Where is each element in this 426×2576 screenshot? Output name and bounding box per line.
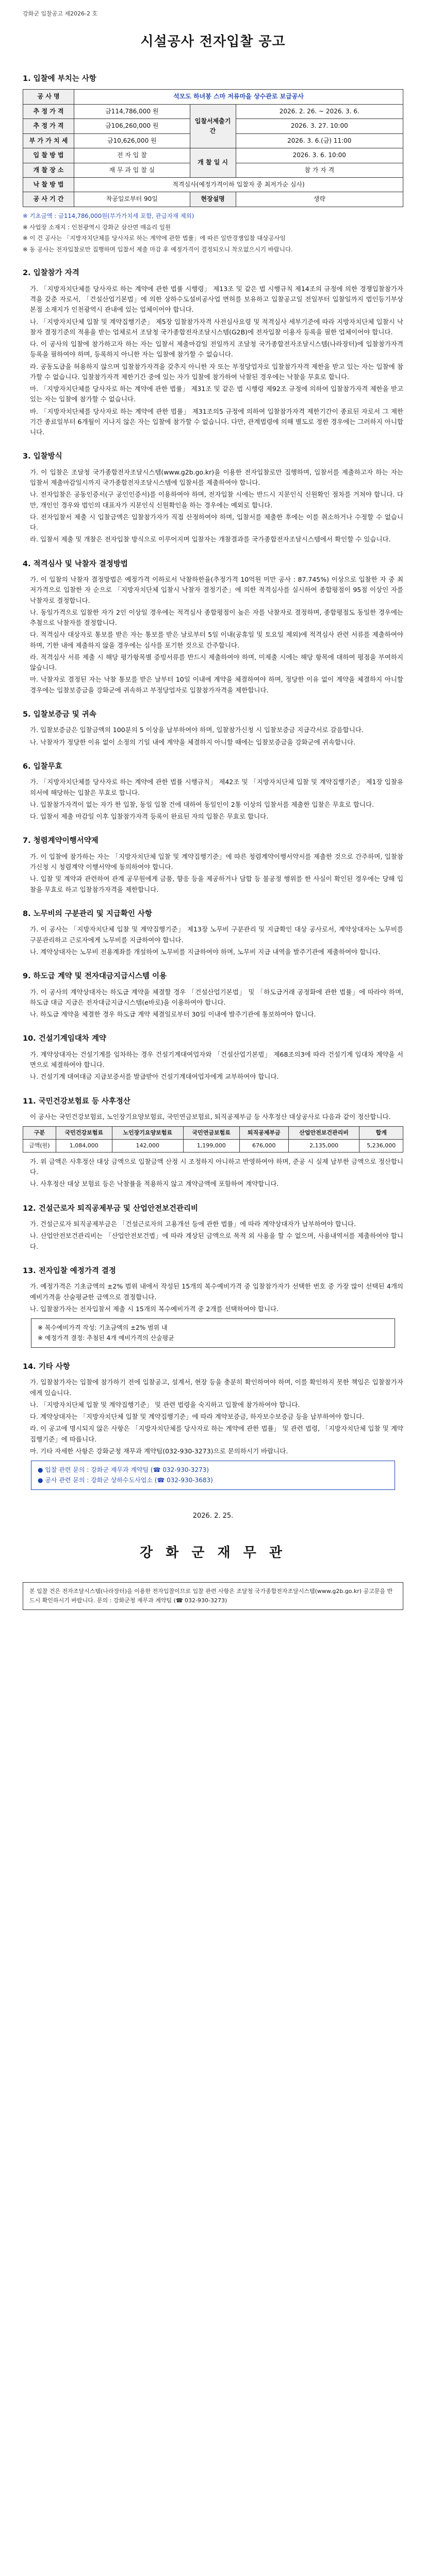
table-header: 산업안전보건관리비 [288,1127,359,1140]
paragraph: 나. 입찰참가자격이 없는 자가 한 입찰, 동일 입찰 건에 대하여 동일인이 2통 이상의 입찰서를 제출한 입찰은 무효로 합니다. [30,800,374,808]
section-9-heading: 9. 하도급 계약 및 전자대금지급시스템 이용 [23,972,167,981]
table-header: 합계 [359,1127,403,1140]
paragraph: 다. 전자입찰서 제출 시 입찰금액은 입찰참가자가 직접 산정하여야 하며, 입찰서를 제출한 후에는 이를 취소하거나 수정할 수 없습니다. [30,513,403,532]
paragraph: 가. 이 입찰은 조달청 국가종합전자조달시스템(www.g2b.go.kr)을 이용한 전자입찰로만 집행하며, 입찰서를 제출하고자 하는 자는 입찰서 제출마감일시까지 국가종합전자조달시스템에 입찰서를 제출하여야 합니다. [30,468,403,487]
section-12-heading: 12. 건설근로자 퇴직공제부금 및 산업안전보건관리비 [23,1204,199,1213]
paragraph: 가. 이 입찰의 낙찰자 결정방법은 예정가격 이하로서 낙찰하한율(추정가격 10억원 미만 공사 : 87.745%) 이상으로 입찰한 자 중 최저가격으로 입찰한 자 순으로 「지방자치단체 입찰시 낙찰자 결정기준」에 의한 적격심사를 실시하여 종합평점이 95점 이상인 자를 낙찰자로 결정합니다. [30,575,403,604]
paragraph: 마. 기타 자세한 사항은 강화군청 재무과 계약팀(032-930-3273)으로 문의하시기 바랍니다. [30,1447,288,1455]
section-2-heading: 2. 입찰참가 자격 [23,269,79,278]
summary-value: 2026. 2. 26. ~ 2026. 3. 6. [236,104,403,118]
paragraph: 가. 「지방자치단체를 당사자로 하는 계약에 관한 법률 시행규칙」 제42조 및 「지방자치단체 입찰 및 계약집행기준」 제1장 입찰유의서에 해당하는 입찰은 무효로 합니다. [30,778,403,796]
paragraph: 가. 입찰보증금은 입찰금액의 100분의 5 이상을 납부하여야 하며, 입찰참가신청 시 입찰보증금 지급각서로 갈음합니다. [30,726,364,734]
paragraph: 라. 적격심사 서류 제출 시 해당 평가항목별 증빙서류를 반드시 제출하여야 하며, 미제출 시에는 해당 항목에 대하여 평점을 부여하지 않습니다. [30,653,403,672]
paragraph: 가. 계약상대자는 건설기계를 임차하는 경우 건설기계대여업자와 「건설산업기본법」 제68조의3에 따라 건설기계 임대차 계약을 서면으로 체결하여야 합니다. [30,1050,403,1069]
paragraph: 라. 이 공고에 명시되지 않은 사항은 「지방자치단체를 당사자로 하는 계약에 관한 법률」 및 관련 법령, 「지방자치단체 입찰 및 계약집행기준」에 따릅니다. [30,1425,403,1443]
summary-key: 입찰서제출기간 [190,104,236,148]
paragraph: 가. 이 입찰에 참가하는 자는 「지방자치단체 입찰 및 계약집행기준」에 따른 청렴계약이행서약서를 제출한 것으로 간주하며, 입찰참가신청 시 청렴계약 이행서약에 동의하여야 합니다. [30,852,403,871]
table-row [23,1140,403,1153]
paragraph: 나. 전자입찰은 공동인증서(구 공인인증서)를 이용하여야 하며, 전자입찰 시에는 반드시 지문인식 신원확인 절차를 거쳐야 합니다. 다만, 개인인 경우와 법인의 대표자가 지문인식 신원확인을 하는 경우에는 예외로 합니다. [30,490,403,509]
summary-value: 2026. 3. 6.(금) 11:00 [236,133,403,148]
table-cell: 5,236,000 [359,1140,403,1153]
paragraph: 다. 이 공사의 입찰에 참가하고자 하는 자는 입찰서 제출마감일 전일까지 조달청 국가종합전자조달시스템(나라장터)에 입찰참가자격 등록을 필하여야 하며, 등록하지 아니한 자는 입찰에 참가할 수 없습니다. [30,340,403,359]
note: ※ 이 건 공사는 「지방자치단체를 당사자로 하는 계약에 관한 법률」에 따른 일반경쟁입찰 대상공사임 [23,234,286,242]
paragraph: 다. 적격심사 대상자로 통보를 받은 자는 통보를 받은 날로부터 5일 이내(공휴일 및 토요일 제외)에 적격심사 관련 서류를 제출하여야 하며, 기한 내에 제출하지 않을 경우에는 심사를 포기한 것으로 간주합니다. [30,631,403,649]
paragraph: 나. 산업안전보건관리비는 「산업안전보건법」에 따라 계상된 금액으로 목적 외 사용을 할 수 없으며, 사용내역서를 제출하여야 합니다. [30,1232,403,1250]
table-cell: 676,000 [239,1140,288,1153]
table-cell: 1,199,000 [183,1140,239,1153]
paragraph: 가. 입찰참가자는 입찰에 참가하기 전에 입찰공고, 설계서, 현장 등을 충분히 확인하여야 하며, 이를 확인하지 못한 책임은 입찰참가자에게 있습니다. [30,1378,403,1397]
paragraph: 나. 「지방자치단체 입찰 및 계약집행기준」 제5장 입찰참가자격 사전심사요령 및 적격심사 세부기준에 따라 지방자치단체 입찰시 낙찰자 결정기준의 적용을 받는 업체로서 조달청 국가종합전자조달시스템(G2B)에 전자입찰 이용자 등록을 필한 업체이어야 합니다. [30,317,403,336]
paragraph: 다. 계약상대자는 「지방자치단체 입찰 및 계약집행기준」에 따라 계약보증금, 하자보수보증금 등을 납부하여야 합니다. [30,1413,365,1421]
summary-key: 공 사 기 간 [23,192,74,207]
contact-box [31,1461,395,1490]
summary-value: 적격심사(예정가격이하 입찰자 중 최저가순 심사) [74,178,403,192]
summary-key: 입 찰 방 법 [23,148,74,163]
price-note-box [31,1318,395,1348]
summary-key: 낙 찰 방 법 [23,178,74,192]
summary-value: 착공일로부터 90일 [74,192,190,207]
note: ※ 동 공사는 전자입찰로만 집행하며 입찰서 제출 마감 후 예정가격이 결정되오니 착오없으시기 바랍니다. [23,245,293,253]
paragraph: 가. 「지방자치단체를 당사자로 하는 계약에 관한 법률 시행령」 제13조 및 같은 법 시행규칙 제14조의 규정에 의한 경쟁입찰참가자격을 갖춘 자로서, 「건설산업기본법」에 의한 상하수도설비공사업 면허를 보유하고 입찰공고일 전일부터 입찰일까지 법인등기부상 본점 소재지가 인천광역시 관내에 있는 업체이어야 합니다. [30,284,403,314]
paragraph: 마. 낙찰자로 결정된 자는 낙찰 통보를 받은 날부터 10일 이내에 계약을 체결하여야 하며, 정당한 이유 없이 계약을 체결하지 아니할 경우에는 입찰보증금을 강화군에 귀속하고 부정당업자로 입찰참가자격을 제한합니다. [30,675,403,694]
paragraph: 다. 입찰서 제출 마감일 이후 입찰참가자격 등록이 완료된 자의 입찰은 무효로 합니다. [30,812,269,821]
section-11-heading: 11. 국민건강보험료 등 사후정산 [23,1097,130,1106]
paragraph: 나. 입찰 및 계약과 관련하여 관계 공무원에게 금품, 향응 등을 제공하거나 담합 등 불공정 행위를 한 사실이 확인된 경우에는 당해 입찰을 무효로 하고 입찰참가자격을 제한합니다. [30,875,403,893]
paragraph: 마. 「지방자치단체를 당사자로 하는 계약에 관한 법률」 제31조 및 같은 법 시행령 제92조 규정에 의하여 입찰참가자격 제한을 받고 있는 자는 입찰에 참가할 수 없습니다. [30,385,403,403]
paragraph: 나. 낙찰자가 정당한 이유 없이 소정의 기일 내에 계약을 체결하지 아니할 때에는 입찰보증금을 강화군에 귀속합니다. [30,738,356,746]
paragraph: 나. 계약상대자는 노무비 전용계좌를 개설하여 노무비를 지급하여야 하며, 노무비 지급 내역을 발주기관에 제출하여야 합니다. [30,947,381,956]
table-header: 퇴직공제부금 [239,1127,288,1140]
summary-key: 현장설명 [190,192,236,207]
signature-block [23,1511,403,1564]
paragraph: 나. 사후정산 대상 보험료 등은 낙찰률을 적용하지 않고 계약금액에 포함하여 계약합니다. [30,1180,279,1188]
paragraph: 나. 하도급 계약을 체결한 경우 하도급 계약 체결일로부터 30일 이내에 발주기관에 통보하여야 합니다. [30,1010,316,1019]
summary-value: 금114,786,000 원 [74,104,190,118]
summary-value: 재 무 과 입 찰 실 [74,163,190,177]
paragraph: 가. 예정가격은 기초금액의 ±2% 범위 내에서 작성된 15개의 복수예비가격 중 입찰참가자가 선택한 번호 중 가장 많이 선택된 4개의 예비가격을 산술평균한 금액으로 결정합니다. [30,1282,403,1301]
summary-key: 추 정 가 격 [23,104,74,118]
note: ※ 기초금액 : 금114,786,000원(부가가치세 포함, 관급자재 제외) [23,212,194,219]
doc-number: 강화군 입찰공고 제2026-2 호 [23,10,98,17]
table-header: 구분 [23,1127,56,1140]
contact-line: ● 입찰 관련 문의 : 강화군 재무과 계약팀 (☎ 032-930-3273) [38,1466,209,1474]
contact-line: ● 공사 관련 문의 : 강화군 상하수도사업소 (☎ 032-930-3683) [38,1476,213,1484]
section-7-heading: 7. 청렴계약이행서약제 [23,837,99,845]
paragraph: 가. 이 공사는 「지방자치단체 입찰 및 계약집행기준」 제13장 노무비 구분관리 및 지급확인 대상 공사로서, 계약상대자는 노무비를 구분관리하고 근로자에게 노무비를 지급하여야 합니다. [30,925,403,944]
table-cell: 2,135,000 [288,1140,359,1153]
summary-value: 2026. 3. 6. 10:00 [236,148,403,163]
paragraph: 라. 공동도급을 허용하지 않으며 입찰참가자격을 갖추지 아니한 자 또는 부정당업자로 입찰참가자격 제한을 받고 있는 자는 입찰에 참가할 수 없습니다. 입찰참가자격 제한기간 중에 있는 자가 입찰에 참가하여 낙찰된 경우에는 낙찰을 무효로 합니다. [30,362,403,381]
table-header: 국민건강보험료 [56,1127,112,1140]
paragraph: 가. 위 금액은 사후정산 대상 금액으로 입찰금액 산정 시 조정하지 아니하고 반영하여야 하며, 준공 시 실제 납부한 금액으로 정산합니다. [30,1157,403,1176]
paragraph: 나. 입찰참가자는 전자입찰서 제출 시 15개의 복수예비가격 중 2개를 선택하여야 합니다. [30,1304,279,1313]
section-1-heading: 1. 입찰에 부치는 사항 [23,74,96,83]
section-4-heading: 4. 적격심사 및 낙찰자 결정방법 [23,560,128,568]
paragraph: 이 공사는 국민건강보험료, 노인장기요양보험료, 국민연금보험료, 퇴직공제부금 등 사후정산 대상공사로 다음과 같이 정산합니다. [30,1113,391,1121]
paragraph: 바. 「지방자치단체를 당사자로 하는 계약에 관한 법률」 제31조의5 규정에 의하여 입찰참가자격 제한기간이 종료된 자로서 그 제한기간 종료일부터 6개월이 지나지 않은 자는 입찰에 참가할 수 없습니다. 다만, 관계법령에 의해 별도로 정한 경우에는 그러하지 아니합니다. [30,407,403,436]
bid-summary-table [23,89,403,207]
section-5-heading: 5. 입찰보증금 및 귀속 [23,710,96,719]
summary-key: 부 가 가 치 세 [23,133,74,148]
section-13-heading: 13. 전자입찰 예정가격 결정 [23,1266,116,1275]
paragraph: 가. 건설근로자 퇴직공제부금은 「건설근로자의 고용개선 등에 관한 법률」에 따라 계약상대자가 납부하여야 합니다. [30,1220,356,1228]
summary-key: 공 사 명 [23,90,74,104]
section-6-heading: 6. 입찰무효 [23,762,62,771]
footnote-box: 본 입찰 건은 전자조달시스템(나라장터)을 이용한 전자입찰이므로 입찰 관련 사항은 조달청 국가종합전자조달시스템(www.g2b.go.kr) 공고문을 반드시 확인하시기 바랍니다. 문의 : 강화군청 재무과 계약팀 (☎ 032-930-3273) [23,1582,403,1610]
section-8-heading: 8. 노무비의 구분관리 및 지급확인 사항 [23,909,152,918]
page-title: 시설공사 전자입찰 공고 [140,33,286,49]
table-cell: 1,084,000 [56,1140,112,1153]
section-3-heading: 3. 입찰방식 [23,452,62,461]
summary-value: 금10,626,000 원 [74,133,190,148]
summary-key: 추 정 가 격 [23,119,74,133]
announcement-date: 2026. 2. 25. [192,1512,234,1520]
table-cell: 금액(원) [23,1140,56,1153]
table-header: 노인장기요양보험료 [112,1127,183,1140]
paragraph: 나. 「지방자치단체 입찰 및 계약집행기준」 및 관련 법령을 숙지하고 입찰에 참가하여야 합니다. [30,1400,300,1409]
box-line: ※ 예정가격 결정: 추첨된 4개 예비가격의 산술평균 [38,1334,174,1342]
table-header: 국민연금보험료 [183,1127,239,1140]
paragraph: 가. 이 공사의 계약상대자는 하도급 계약을 체결할 경우 「건설산업기본법」 및 「하도급거래 공정화에 관한 법률」에 따라야 하며, 하도급 대금 지급은 전자대금지급시스템(e바로)을 이용하여야 합니다. [30,988,403,1006]
summary-value: 생략 [236,192,403,207]
table-cell: 142,000 [112,1140,183,1153]
paragraph: 나. 동일가격으로 입찰한 자가 2인 이상일 경우에는 적격심사 종합평점이 높은 자를 낙찰자로 결정하며, 종합평점도 동일한 경우에는 추첨으로 낙찰자를 결정합니다. [30,608,403,627]
summary-value: 참 가 자 격 [236,163,403,177]
section-10-heading: 10. 건설기계임대차 계약 [23,1035,106,1043]
summary-value: 2026. 3. 27. 10:00 [236,119,403,133]
summary-value: 금106,260,000 원 [74,119,190,133]
paragraph: 나. 건설기계 대여대금 지급보증서를 발급받아 건설기계대여업자에게 교부하여야 합니다. [30,1073,279,1081]
project-name: 석모도 하녀봉 스마 저류마을 상수관로 보급공사 [74,90,403,104]
summary-key: 개 찰 장 소 [23,163,74,177]
section-14-heading: 14. 기타 사항 [23,1362,70,1371]
summary-value: 전 자 입 찰 [74,148,190,163]
note: ※ 사업장 소재지 : 인천광역시 강화군 삼산면 매음리 일원 [23,223,171,231]
issuing-organization: 강 화 군 재 무 관 [140,1545,286,1561]
insurance-table [23,1126,403,1153]
box-line: ※ 복수예비가격 작성: 기초금액의 ±2% 범위 내 [38,1324,168,1332]
summary-key: 개 찰 일 시 [190,148,236,178]
paragraph: 라. 입찰서 제출 및 개찰은 전자입찰 방식으로 이루어지며 입찰자는 개찰결과를 국가종합전자조달시스템에서 확인할 수 있습니다. [30,535,391,544]
